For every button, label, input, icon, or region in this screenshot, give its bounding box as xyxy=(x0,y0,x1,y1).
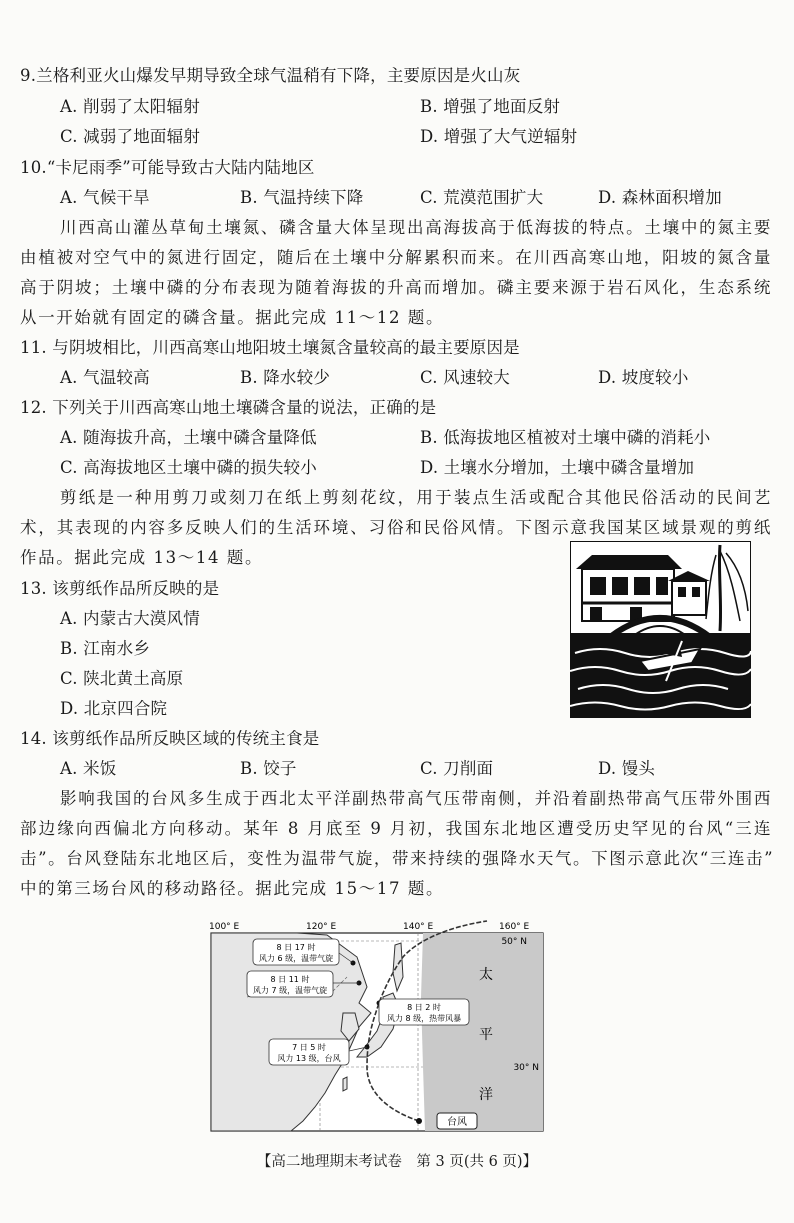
q13-option-d: D. 北京四合院 xyxy=(60,699,168,718)
ocean-label-char: 洋 xyxy=(479,1087,493,1103)
svg-text:8 日 2 时: 8 日 2 时 xyxy=(407,1003,441,1012)
svg-text:8 日 11 时: 8 日 11 时 xyxy=(270,975,310,984)
ocean-label-char: 太 xyxy=(479,967,493,983)
q11-option-d: D. 坡度较小 xyxy=(598,368,689,387)
passage-2-line: 剪纸是一种用剪刀或刻刀在纸上剪刻花纹，用于装点生活或配合其他民俗活动的民间艺 xyxy=(60,488,772,507)
passage-3-line: 击”。台风登陆东北地区后，变性为温带气旋，带来持续的强降水天气。下图示意此次“三连击” xyxy=(20,849,775,868)
question-12-stem: 12. 下列关于川西高寒山地土壤磷含量的说法，正确的是 xyxy=(20,398,437,417)
svg-text:风力 6 级，温带气旋: 风力 6 级，温带气旋 xyxy=(258,954,334,963)
q11-option-c: C. 风速较大 xyxy=(420,368,510,387)
svg-text:7 日 5 时: 7 日 5 时 xyxy=(292,1043,326,1052)
q9-option-a: A. 削弱了太阳辐射 xyxy=(60,97,200,116)
q14-option-a: A. 米饭 xyxy=(60,759,117,778)
lon-label-160e: 160° E xyxy=(499,922,530,932)
ocean-label-char: 平 xyxy=(479,1027,493,1043)
lat-label-30n: 30° N xyxy=(513,1063,539,1073)
page-footer: 【高二地理期末考试卷 第 3 页(共 6 页)】 xyxy=(256,1154,538,1170)
passage-2-line: 作品。据此完成 13～14 题。 xyxy=(20,548,264,567)
q10-option-d: D. 森林面积增加 xyxy=(598,188,722,207)
q12-option-c: C. 高海拔地区土壤中磷的损失较小 xyxy=(60,458,317,477)
q11-option-b: B. 降水较少 xyxy=(240,368,331,387)
q9-option-c: C. 减弱了地面辐射 xyxy=(60,127,201,146)
passage-1-line: 高于阴坡；土壤中磷的分布表现为随着海拔的升高而增加。磷主要来源于岩石风化，生态系统 xyxy=(20,278,772,297)
svg-text:风力 13 级，台风: 风力 13 级，台风 xyxy=(277,1054,341,1063)
papercut-artwork-image xyxy=(570,541,751,718)
typhoon-track-map xyxy=(207,917,547,1137)
question-9-stem: 9.兰格利亚火山爆发早期导致全球气温稍有下降，主要原因是火山灰 xyxy=(20,66,521,85)
passage-2-line: 术，其表现的内容多反映人们的生活环境、习俗和民俗风情。下图示意我国某区域景观的剪纸 xyxy=(20,518,772,537)
q10-option-a: A. 气候干旱 xyxy=(60,188,150,207)
q9-option-b: B. 增强了地面反射 xyxy=(420,97,561,116)
track-callout xyxy=(253,939,353,965)
q12-option-d: D. 土壤水分增加，土壤中磷含量增加 xyxy=(420,458,695,477)
passage-1-line: 川西高山灌丛草甸土壤氮、磷含量大体呈现出高海拔高于低海拔的特点。土壤中的氮主要 xyxy=(60,218,772,237)
lon-label-120e: 120° E xyxy=(306,922,337,932)
q12-option-b: B. 低海拔地区植被对土壤中磷的消耗小 xyxy=(420,428,711,447)
question-10-stem: 10.“卡尼雨季”可能导致古大陆内陆地区 xyxy=(20,158,315,177)
svg-text:台风: 台风 xyxy=(447,1117,467,1128)
q14-option-d: D. 馒头 xyxy=(598,759,656,778)
lon-label-100e: 100° E xyxy=(209,922,240,932)
q14-option-c: C. 刀削面 xyxy=(420,759,494,778)
svg-text:8 日 17 时: 8 日 17 时 xyxy=(276,943,316,952)
passage-3-line: 影响我国的台风多生成于西北太平洋副热带高气压带南侧，并沿着副热带高气压带外围西 xyxy=(60,789,772,808)
passage-3-line: 中的第三场台风的移动路径。据此完成 15～17 题。 xyxy=(20,879,445,898)
svg-text:风力 7 级，温带气旋: 风力 7 级，温带气旋 xyxy=(252,986,328,995)
svg-text:风力 8 级，热带风暴: 风力 8 级，热带风暴 xyxy=(386,1014,462,1023)
q13-option-c: C. 陕北黄土高原 xyxy=(60,669,184,688)
lat-label-50n: 50° N xyxy=(501,937,527,947)
question-14-stem: 14. 该剪纸作品所反映区域的传统主食是 xyxy=(20,729,320,748)
q10-option-b: B. 气温持续下降 xyxy=(240,188,364,207)
q10-option-c: C. 荒漠范围扩大 xyxy=(420,188,544,207)
question-13-stem: 13. 该剪纸作品所反映的是 xyxy=(20,579,220,598)
q9-option-d: D. 增强了大气逆辐射 xyxy=(420,127,578,146)
q12-option-a: A. 随海拔升高，土壤中磷含量降低 xyxy=(60,428,317,447)
question-11-stem: 11. 与阴坡相比，川西高寒山地阳坡土壤氮含量较高的最主要原因是 xyxy=(20,338,520,357)
lon-label-140e: 140° E xyxy=(403,922,434,932)
map-legend xyxy=(437,1113,477,1129)
track-callout xyxy=(379,999,469,1025)
passage-1-line: 从一开始就有固定的磷含量。据此完成 11～12 题。 xyxy=(20,308,445,327)
q11-option-a: A. 气温较高 xyxy=(60,368,150,387)
q13-option-a: A. 内蒙古大漠风情 xyxy=(60,609,200,628)
passage-3-line: 部边缘向西偏北方向移动。某年 8 月底至 9 月初，我国东北地区遭受历史罕见的台风“三连 xyxy=(20,819,772,838)
q14-option-b: B. 饺子 xyxy=(240,759,297,778)
passage-1-line: 由植被对空气中的氮进行固定，随后在土壤中分解累积而来。在川西高寒山地，阳坡的氮含量 xyxy=(20,248,772,267)
q13-option-b: B. 江南水乡 xyxy=(60,639,151,658)
typhoon-start-point xyxy=(416,1118,422,1124)
